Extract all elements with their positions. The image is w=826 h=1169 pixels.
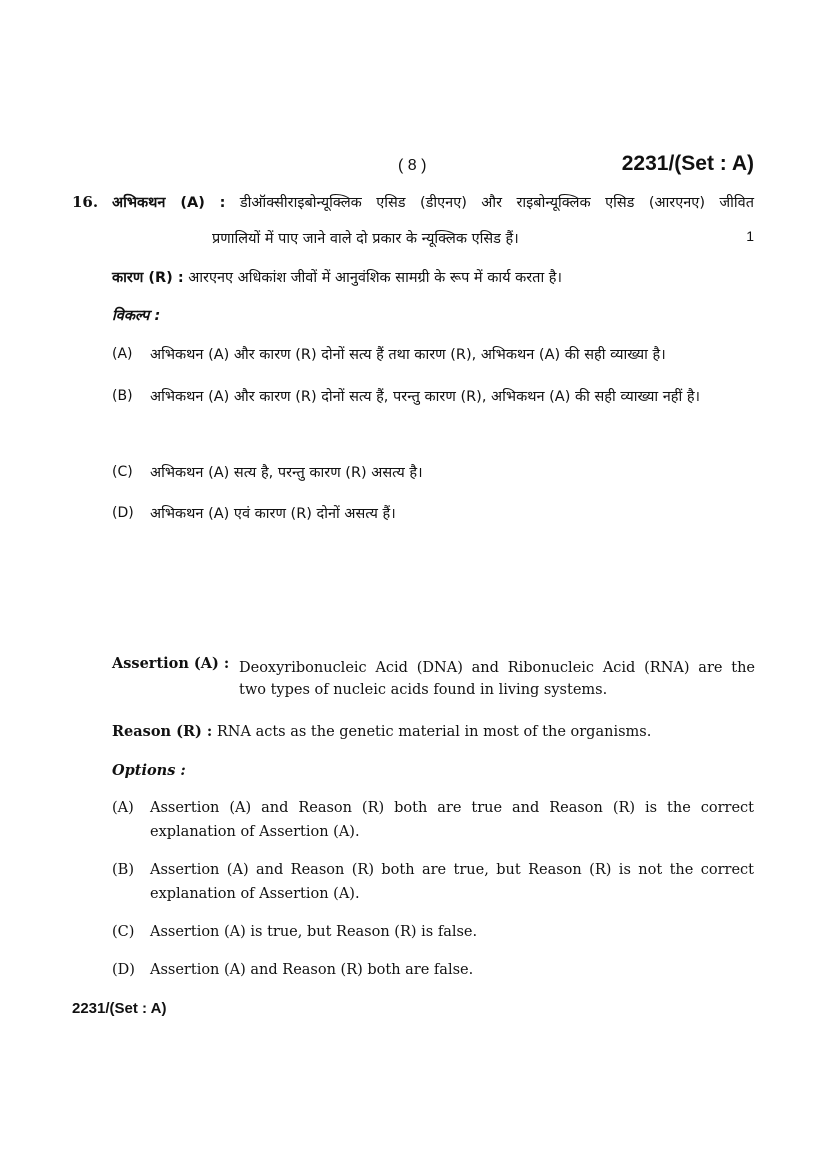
hindi-option-d: अभिकथन (A) एवं कारण (R) दोनों असत्य हैं। — [150, 506, 396, 522]
english-option-a: Assertion (A) and Reason (R) both are true and Reason (R) is the correct explanation of Assertion (A). — [150, 800, 754, 840]
hindi-option-letter-a: (A) — [112, 346, 133, 362]
hindi-option-a: अभिकथन (A) और कारण (R) दोनों सत्य हैं तथा कारण (R), अभिकथन (A) की सही व्याख्या है। — [150, 347, 666, 363]
english-reason — [112, 723, 651, 740]
english-option-letter-d: (D) — [112, 962, 135, 978]
english-option-c: Assertion (A) is true, but Reason (R) is false. — [150, 924, 478, 940]
hindi-assertion-line2: प्रणालियों में पाए जाने वाले दो प्रकार के न्यूक्लिक एसिड हैं। — [212, 231, 519, 247]
question-marks: 1 — [746, 228, 754, 244]
hindi-assertion-text1: डीऑक्सीराइबोन्यूक्लिक एसिड (डीएनए) और राइबोन्यूक्लिक एसिड (आरएनए) जीवित — [239, 195, 755, 211]
english-option-d: Assertion (A) and Reason (R) both are false. — [150, 962, 474, 978]
page-number: ( 8 ) — [398, 157, 427, 174]
question-number: 16. — [72, 193, 99, 211]
paper-code-footer: 2231/(Set : A) — [72, 1000, 167, 1017]
english-reason-label: Reason (R) : — [112, 723, 213, 740]
hindi-reason-label: कारण (R) : — [112, 270, 184, 286]
english-reason-text: RNA acts as the genetic material in most of the organisms. — [216, 724, 652, 740]
hindi-reason-text: आरएनए अधिकांश जीवों में आनुवंशिक सामग्री के रूप में कार्य करता है। — [188, 270, 563, 286]
hindi-option-letter-b: (B) — [112, 388, 133, 404]
hindi-assertion-line1 — [112, 192, 754, 212]
english-options-title: Options : — [112, 762, 186, 779]
english-option-b: Assertion (A) and Reason (R) both are true, but Reason (R) is not the correct explanation of Assertion (A). — [150, 862, 754, 902]
english-assertion-line1: Deoxyribonucleic Acid (DNA) and Ribonucleic Acid (RNA) are the — [239, 660, 755, 676]
hindi-option-c: अभिकथन (A) सत्य है, परन्तु कारण (R) असत्य है। — [150, 465, 423, 481]
english-option-letter-b: (B) — [112, 862, 134, 878]
hindi-option-letter-c: (C) — [112, 464, 133, 480]
english-assertion-label: Assertion (A) : — [112, 655, 230, 672]
hindi-option-b: अभिकथन (A) और कारण (R) दोनों सत्य हैं, परन्तु कारण (R), अभिकथन (A) की सही व्याख्या नहीं है। — [150, 389, 701, 405]
hindi-reason — [112, 267, 562, 287]
english-assertion-line2: two types of nucleic acids found in living systems. — [239, 682, 608, 698]
hindi-assertion-label: अभिकथन (A) : — [112, 195, 226, 211]
english-option-letter-c: (C) — [112, 924, 135, 940]
hindi-option-letter-d: (D) — [112, 505, 134, 521]
paper-code-header: 2231/(Set : A) — [621, 152, 754, 175]
english-option-letter-a: (A) — [112, 800, 134, 816]
hindi-options-title: विकल्प : — [112, 308, 161, 324]
